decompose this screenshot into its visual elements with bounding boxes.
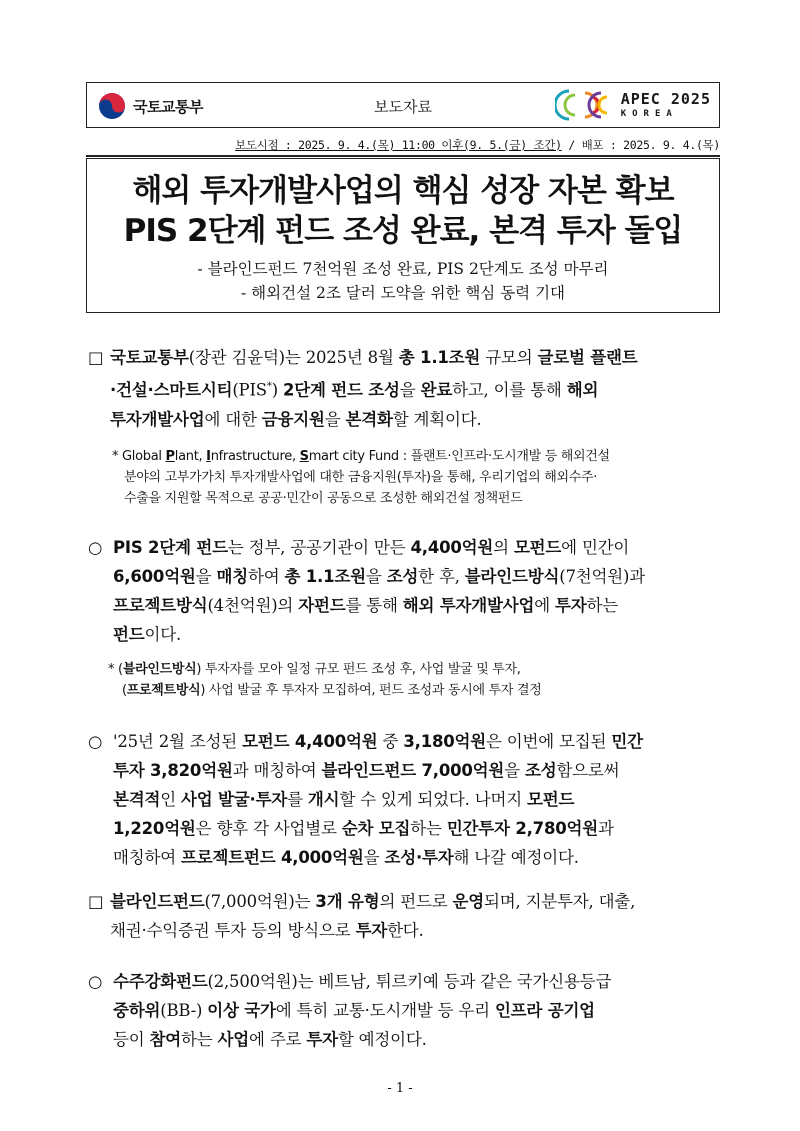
- text-bold: 모펀드: [527, 790, 575, 809]
- text-bold: 사업 발굴·투자: [181, 790, 288, 809]
- text: 에: [534, 596, 556, 615]
- text: 중: [377, 732, 404, 751]
- text-bold: 국토교통부: [110, 348, 189, 367]
- square-bullet: □: [88, 892, 104, 911]
- text-bold: 6,600억원: [113, 567, 196, 586]
- text: * (: [108, 662, 123, 677]
- text-bold: 투자 3,820억원: [113, 761, 233, 780]
- footnote-mark: *: [266, 381, 272, 392]
- text-bold: 수주강화펀드: [113, 972, 208, 991]
- text: 할 수 있게 되었다. 나머지: [339, 790, 528, 809]
- footnote-2: [108, 659, 734, 701]
- text: 를 통해: [345, 596, 403, 615]
- text-bold: 본격화: [345, 409, 393, 429]
- distribution-date: / 배포 : 2025. 9. 4.(목): [561, 138, 720, 152]
- circle-bullet: ○: [88, 972, 103, 991]
- text-bold: PIS 2단계 펀드: [113, 538, 228, 557]
- text: (BB-): [160, 1001, 208, 1020]
- text-bold: 2단계 펀드 조성: [282, 380, 400, 400]
- text: 을: [504, 761, 525, 780]
- text-bold: 자펀드: [298, 596, 346, 615]
- text: I: [206, 449, 211, 464]
- text-bold: 사업: [217, 1030, 250, 1049]
- text-bold: 조성: [524, 761, 557, 780]
- text: 이다.: [144, 625, 182, 644]
- circle-bullet: ○: [88, 538, 103, 557]
- text-bold: 운영: [452, 892, 484, 911]
- text-bold: 해외: [566, 380, 599, 400]
- apec-title: APEC 2025: [620, 89, 711, 108]
- text-bold: 본격적: [113, 790, 161, 809]
- text: (7,000억원)는: [204, 892, 316, 911]
- text: 의: [493, 538, 514, 557]
- text-bold: 블라인드방식: [122, 662, 197, 677]
- paragraph-4: [110, 887, 732, 945]
- headline-line-1: 해외 투자개발사업의 핵심 성장 자본 확보: [132, 173, 674, 209]
- text-bold: 프로젝트펀드 4,000억원: [181, 848, 364, 867]
- text: 함으로써: [556, 761, 620, 780]
- title-box: [86, 158, 720, 313]
- paragraph-5: [113, 967, 733, 1054]
- text-bold: 4,400억원: [410, 538, 494, 557]
- text-bold: 블라인드펀드: [110, 892, 205, 911]
- apec-subtitle: KOREA: [620, 108, 678, 119]
- text-bold: 민간: [611, 732, 643, 751]
- text-bold: 완료: [420, 380, 453, 400]
- text: P: [165, 449, 175, 464]
- text: 하는: [410, 819, 447, 838]
- text-bold: 참여: [149, 1030, 182, 1049]
- text-bold: 펀드: [113, 625, 145, 644]
- text: ): [271, 380, 283, 400]
- release-info: [86, 137, 720, 157]
- text: ) 사업 발굴 후 투자자 모집하여, 펀드 조성과 동시에 투자 결정: [200, 683, 542, 698]
- text-bold: 조성: [386, 567, 419, 586]
- text: 매칭하여: [113, 848, 182, 867]
- paragraph-2: [113, 533, 733, 649]
- text: 분야의 고부가가치 투자개발사업에 대한 금융지원(투자)을 통해, 우리기업의 해외수주·: [124, 470, 598, 485]
- text: (7천억원)과: [559, 567, 645, 586]
- text: 할 예정이다.: [337, 1030, 427, 1049]
- subheadline-2: - 해외건설 2조 달러 도약을 위한 핵심 동력 기대: [240, 284, 566, 302]
- text: 하고, 이를 통해: [452, 380, 567, 400]
- text: 는 정부, 공공기관이 만든: [227, 538, 411, 557]
- page-number: - 1 -: [387, 1081, 413, 1096]
- text: 과 매칭하여: [232, 761, 322, 780]
- paragraph-1: [110, 343, 730, 434]
- text: 채권·수익증권 투자 등의 방식으로: [110, 921, 356, 940]
- text-bold: 글로벌 플랜트: [537, 348, 638, 367]
- text: mart city Fund : 플랜트·인프라·도시개발 등 해외건설: [308, 449, 610, 464]
- paragraph-3: [113, 727, 733, 872]
- text: 을: [399, 380, 421, 400]
- text: 하는: [586, 596, 618, 615]
- text-bold: 해외 투자개발사업: [402, 596, 535, 615]
- text-bold: 매칭: [216, 567, 248, 586]
- text: 과: [597, 819, 614, 838]
- headline-line-2: PIS 2단계 펀드 조성 완료, 본격 투자 돌입: [123, 213, 683, 249]
- text-bold: 모펀드 4,400억원: [242, 732, 378, 751]
- text: 한다.: [387, 921, 424, 940]
- text-bold: 중하위: [113, 1001, 161, 1020]
- text-bold: 개시: [307, 790, 340, 809]
- text-bold: 순차 모집: [341, 819, 411, 838]
- text: 을: [324, 409, 346, 429]
- text-bold: 금융지원: [261, 409, 325, 429]
- embargo-time: 보도시점 : 2025. 9. 4.(목) 11:00 이후(9. 5.(금) 조간): [235, 138, 562, 152]
- text-bold: 모펀드: [513, 538, 562, 557]
- apec-emblem-icon: [555, 87, 617, 123]
- text: 을: [365, 567, 387, 586]
- text: * Global: [112, 449, 166, 464]
- text-bold: 조성·투자: [384, 848, 454, 867]
- text: 수출을 지원할 목적으로 공공·민간이 공동으로 조성한 해외건설 정책펀드: [124, 491, 523, 506]
- text: lant,: [174, 449, 207, 464]
- text: 하여: [247, 567, 285, 586]
- text: 해 나갈 예정이다.: [453, 848, 579, 867]
- text: 되며, 지분투자, 대출,: [484, 892, 636, 911]
- text: S: [299, 449, 309, 464]
- apec-logo: [555, 87, 711, 123]
- text: (장관 김윤덕)는 2025년 8월: [188, 348, 399, 367]
- subheadline-1: - 블라인드펀드 7천억원 조성 완료, PIS 2단계도 조성 마무리: [197, 260, 609, 278]
- text-bold: 총 1.1조원: [284, 567, 366, 586]
- text: 등이: [113, 1030, 150, 1049]
- text: 은 이번에 모집된: [486, 732, 612, 751]
- text: 규모의: [480, 348, 538, 367]
- text: 하는: [181, 1030, 218, 1049]
- text: ) 투자자를 모아 일정 규모 펀드 조성 후, 사업 발굴 및 투자,: [196, 662, 521, 677]
- text-bold: 투자: [355, 921, 388, 940]
- text-bold: 3개 유형: [315, 892, 380, 911]
- footnote-1: [112, 446, 734, 509]
- text-bold: 인프라 공기업: [494, 1001, 595, 1020]
- text: 에 주로: [249, 1030, 307, 1049]
- text: nfrastructure,: [210, 449, 300, 464]
- header-box: [86, 82, 720, 128]
- text-bold: 투자: [306, 1030, 338, 1049]
- document-type: 보도자료: [374, 98, 432, 116]
- text: 에 대한: [204, 409, 262, 429]
- text-bold: 투자개발사업: [110, 409, 205, 429]
- text: 은 향후 각 사업별로: [195, 819, 342, 838]
- text-bold: 프로젝트방식: [113, 596, 208, 615]
- text-bold: ·건설·스마트시티: [110, 380, 233, 400]
- text-bold: 이상 국가: [207, 1001, 276, 1020]
- text-bold: 총 1.1조원: [398, 348, 481, 367]
- text-bold: 투자: [555, 596, 587, 615]
- text: (2,500억원)는 베트남, 튀르키예 등과 같은 국가신용등급: [207, 972, 612, 991]
- text: '25년 2월 조성된: [113, 732, 243, 751]
- text: (4천억원)의: [207, 596, 299, 615]
- text: 를: [287, 790, 308, 809]
- text-bold: 민간투자 2,780억원: [446, 819, 598, 838]
- text: 한 후,: [418, 567, 465, 586]
- text-bold: 프로젝트방식: [126, 683, 201, 698]
- text: 의 펀드로: [379, 892, 453, 911]
- text: 에 특히 교통·도시개발 등 우리: [275, 1001, 495, 1020]
- text: 에 민간이: [561, 538, 630, 557]
- text-bold: 3,180억원: [403, 732, 487, 751]
- text: 을: [363, 848, 385, 867]
- text: (PIS: [232, 380, 267, 400]
- text: 을: [195, 567, 217, 586]
- text-bold: 블라인드펀드 7,000억원: [321, 761, 505, 780]
- text: 인: [160, 790, 182, 809]
- circle-bullet: ○: [88, 732, 103, 751]
- text: (: [122, 683, 127, 698]
- text-bold: 블라인드방식: [464, 567, 560, 586]
- ministry-name: 국토교통부: [133, 97, 203, 116]
- text: 할 계획이다.: [392, 409, 482, 429]
- text-bold: 1,220억원: [113, 819, 196, 838]
- square-bullet: □: [88, 348, 104, 367]
